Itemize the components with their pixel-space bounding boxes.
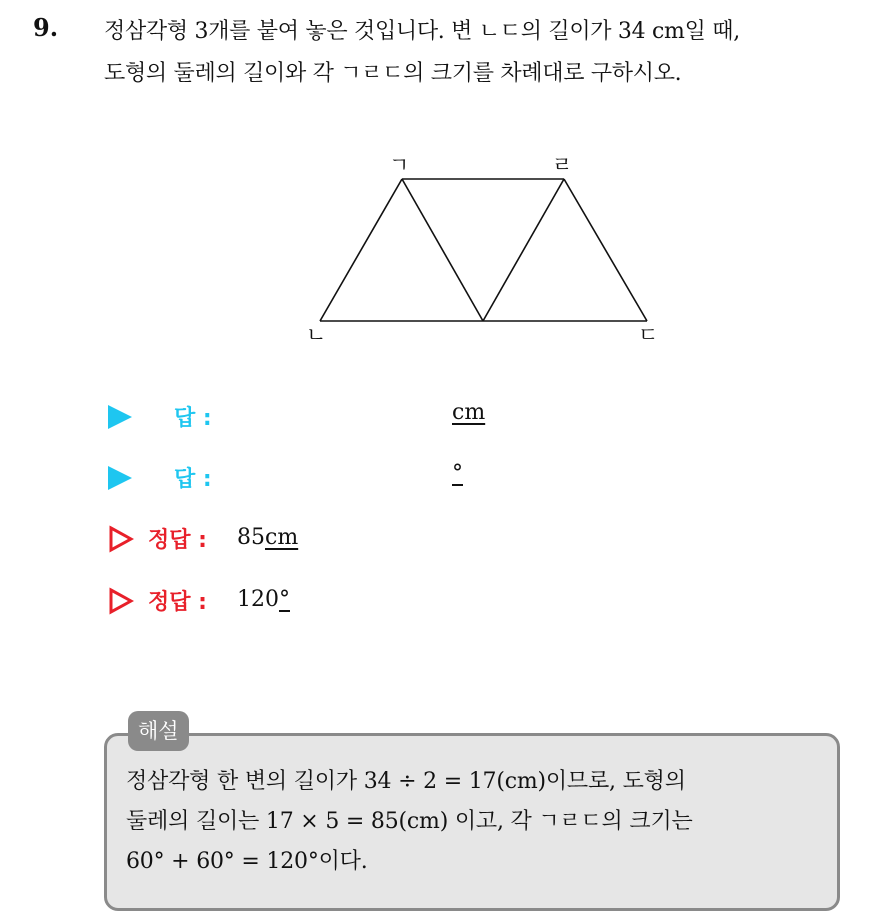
explanation-line-2: 둘레의 길이는 17 × 5 = 85(cm) 이고, 각 ㄱㄹㄷ의 크기는 bbox=[126, 809, 693, 834]
correct-unit: ° bbox=[279, 587, 290, 612]
correct-label: 정답 : bbox=[148, 528, 207, 553]
correct-value-1 bbox=[237, 525, 298, 550]
explanation-text bbox=[126, 762, 826, 882]
answer-blank-1[interactable] bbox=[452, 400, 485, 425]
correct-row-2 bbox=[108, 585, 508, 619]
figure-edges bbox=[320, 179, 647, 321]
play-triangle-icon bbox=[108, 405, 132, 429]
vertex-label-n: ㄴ bbox=[306, 323, 327, 347]
question-number: 9. bbox=[33, 13, 59, 42]
play-triangle-icon bbox=[108, 466, 132, 490]
answer-label: 답 : bbox=[174, 406, 212, 431]
edge-inner-1 bbox=[402, 179, 483, 321]
edge-inner-2 bbox=[483, 179, 564, 321]
answer-blank-2[interactable] bbox=[452, 461, 463, 486]
edge-left bbox=[320, 179, 402, 321]
correct-unit: cm bbox=[265, 525, 299, 550]
explanation-tag: 해설 bbox=[128, 711, 189, 751]
question-text-line-1: 정삼각형 3개를 붙여 놓은 것입니다. 변 ㄴㄷ의 길이가 34 cm일 때, bbox=[104, 19, 740, 44]
triangle-figure bbox=[290, 150, 680, 350]
explanation-line-3: 60° + 60° = 120°이다. bbox=[126, 849, 368, 874]
correct-value-2 bbox=[237, 587, 290, 612]
answer-row-1 bbox=[108, 400, 486, 434]
edge-right bbox=[564, 179, 647, 321]
outline-triangle-icon bbox=[108, 587, 134, 615]
answer-label: 답 : bbox=[174, 467, 212, 492]
vertex-label-r: ㄹ bbox=[552, 153, 573, 177]
question-text-line-2: 도형의 둘레의 길이와 각 ㄱㄹㄷ의 크기를 차례대로 구하시오. bbox=[104, 61, 682, 86]
explanation-line-1: 정삼각형 한 변의 길이가 34 ÷ 2 = 17(cm)이므로, 도형의 bbox=[126, 769, 686, 794]
answer-row-2 bbox=[108, 461, 463, 495]
correct-row-1 bbox=[108, 523, 508, 557]
answer-unit: ° bbox=[452, 461, 463, 486]
outline-triangle-icon bbox=[108, 525, 134, 553]
correct-label: 정답 : bbox=[148, 590, 207, 615]
correct-number: 120 bbox=[237, 587, 279, 612]
correct-number: 85 bbox=[237, 525, 265, 550]
vertex-label-g: ㄱ bbox=[389, 153, 410, 177]
vertex-label-d: ㄷ bbox=[638, 323, 659, 347]
answer-unit: cm bbox=[452, 400, 486, 425]
